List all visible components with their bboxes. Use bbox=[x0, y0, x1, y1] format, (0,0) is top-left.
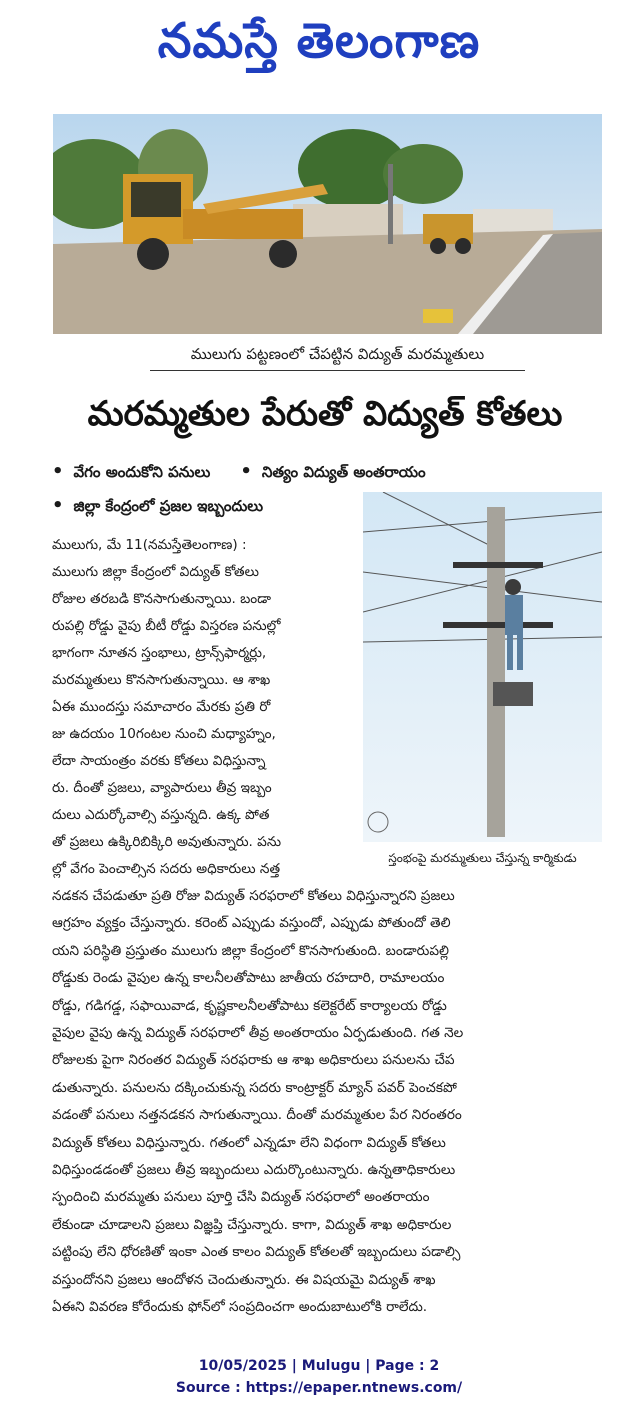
footer-date-edition: 10/05/2025 | Mulugu | Page : 2 bbox=[198, 1358, 440, 1374]
body-line: దులు ఎదుర్కోవాల్సి వస్తున్నది. ఉక్క పోత bbox=[52, 807, 270, 823]
body-line: వైపుల వైపు ఉన్న విద్యుత్ సరఫరాలో తీవ్ర అంతరాయం ఏర్పడుతుంది. గత నెల bbox=[52, 1025, 464, 1042]
body-line: వడంతో పనులు నత్తనడకన సాగుతున్నాయి. దీంతో మరమ్మతుల పేర నిరంతరం bbox=[52, 1107, 462, 1124]
bullet-3: జిల్లా కేంద్రంలో ప్రజల ఇబ్బందులు bbox=[73, 497, 264, 515]
article-body-full bbox=[52, 883, 607, 1322]
body-line: ల్లో వేగం పెంచాల్సిన సదరు అధికారులు నత్త bbox=[52, 861, 281, 877]
body-line: ఏఈని వివరణ కోరేందుకు ఫోన్‌లో సంప్రదించగా అందుబాటులోకి రాలేదు. bbox=[52, 1299, 428, 1316]
body-line: లేదా సాయంత్రం వరకు కోతలు విధిస్తున్నా bbox=[52, 753, 266, 769]
pole-worker-illustration bbox=[363, 492, 602, 842]
newspaper-masthead: నమస్తే తెలంగాణ bbox=[157, 13, 481, 69]
bullet-2: నిత్యం విద్యుత్ అంతరాయం bbox=[261, 463, 426, 481]
photo1-caption: ములుగు పట్టణంలో చేపట్టిన విద్యుత్ మరమ్మతులు bbox=[150, 338, 525, 371]
body-line: రోజులకు పైగా నిరంతర విద్యుత్ సరఫరాకు ఆ శాఖ అధికారులు పనులను చేప bbox=[52, 1052, 455, 1069]
body-line: డుతున్నారు. పనులను దక్కించుకున్న సదరు కాంట్రాక్టర్ మ్యాన్ పవర్ పెంచకపో bbox=[52, 1079, 457, 1096]
body-line: ములుగు జిల్లా కేంద్రంలో విద్యుత్ కోతలు bbox=[52, 564, 259, 580]
body-line: జు ఉదయం 10గంటల నుంచి మధ్యాహ్నం, bbox=[52, 726, 276, 742]
page-footer bbox=[0, 1355, 638, 1399]
bullet-row-1 bbox=[52, 455, 612, 489]
body-line: విద్యుత్ కోతలు విధిస్తున్నారు. గతంలో ఎన్నడూ లేని విధంగా విద్యుత్ కోతలు bbox=[52, 1134, 446, 1151]
bullet-1: వేగం అందుకోని పనులు bbox=[73, 463, 211, 481]
pole-worker-photo bbox=[363, 492, 602, 842]
body-line: స్పందించి మరమ్మతు పనులు పూర్తి చేసి విద్యుత్ సరఫరాలో అంతరాయం bbox=[52, 1189, 430, 1206]
photo2-caption: స్తంభంపై మరమ్మతులు చేస్తున్న కార్మికుడు bbox=[388, 851, 577, 865]
body-line: ఏఈ ముందస్తు సమాచారం మేరకు ప్రతి రో bbox=[52, 699, 271, 715]
body-line: ములుగు, మే 11(నమస్తేతెలంగాణ) : bbox=[52, 537, 247, 553]
body-line: నడకన చేపడుతూ ప్రతి రోజు విద్యుత్ సరఫరాలో కోతలు విధిస్తున్నారని ప్రజలు bbox=[52, 888, 455, 904]
body-line: రోడ్డు, గడిగడ్డ, సఫాయివాడ, కృష్ణకాలనీలతోపాటు కలెక్టరేట్ కార్యాలయ రోడ్డు bbox=[52, 997, 447, 1014]
bullet-dot-icon: • bbox=[52, 495, 64, 516]
article-body-narrow bbox=[52, 532, 356, 883]
body-line: రు. దీంతో ప్రజలు, వ్యాపారులు తీవ్ర ఇబ్బం bbox=[52, 780, 272, 796]
bullet-dot-icon: • bbox=[52, 461, 64, 482]
body-line: రోజుల తరబడి కొనసాగుతున్నాయి. బండా bbox=[52, 591, 272, 607]
footer-source-link[interactable]: Source : https://epaper.ntnews.com/ bbox=[175, 1380, 463, 1396]
body-line: విధిస్తుండడంతో ప్రజలు తీవ్ర ఇబ్బందులు ఎదుర్కొంటున్నారు. ఉన్నతాధికారులు bbox=[52, 1162, 456, 1179]
body-line: మరమ్మతులు కొనసాగుతున్నాయి. ఆ శాఖ bbox=[52, 672, 271, 688]
body-line: పట్టింపు లేని ధోరణితో ఇంకా ఎంత కాలం విద్యుత్ కోతలతో ఇబ్బందులు పడాల్సి bbox=[52, 1244, 461, 1261]
body-line: భాగంగా నూతన స్తంభాలు, ట్రాన్స్‌ఫార్మర్లు, bbox=[52, 645, 267, 661]
body-line: రోడ్డుకు రెండు వైపుల ఉన్న కాలనీలతోపాటు జాతీయ రహదారి, రామాలయం bbox=[52, 970, 445, 987]
body-line: రుపల్లి రోడ్డు వైపు బీటీ రోడ్డు విస్తరణ పనుల్లో bbox=[52, 618, 281, 634]
road-repair-illustration bbox=[53, 114, 602, 334]
road-repair-photo bbox=[53, 114, 602, 334]
headline: మరమ్మతుల పేరుతో విద్యుత్ కోతలు bbox=[87, 394, 563, 434]
body-line: ఆగ్రహం వ్యక్తం చేస్తున్నారు. కరెంట్ ఎప్పుడు వస్తుందో, ఎప్పుడు పోతుందో తెలి bbox=[52, 915, 451, 932]
body-line: వస్తుందోనని ప్రజలు ఆందోళన చెందుతున్నారు. ఈ విషయమై విద్యుత్ శాఖ bbox=[52, 1271, 436, 1288]
body-line: లేకుండా చూడాలని ప్రజలు విజ్ఞప్తి చేస్తున్నారు. కాగా, విద్యుత్ శాఖ అధికారుల bbox=[52, 1216, 452, 1233]
bullet-dot-icon: • bbox=[240, 461, 252, 482]
body-line: తో ప్రజలు ఉక్కిరిబిక్కిరి అవుతున్నారు. పను bbox=[52, 834, 282, 850]
body-line: యని పరిస్థితి ప్రస్తుతం ములుగు జిల్లా కేంద్రంలో కొనసాగుతుంది. బండారుపల్లి bbox=[52, 942, 450, 959]
